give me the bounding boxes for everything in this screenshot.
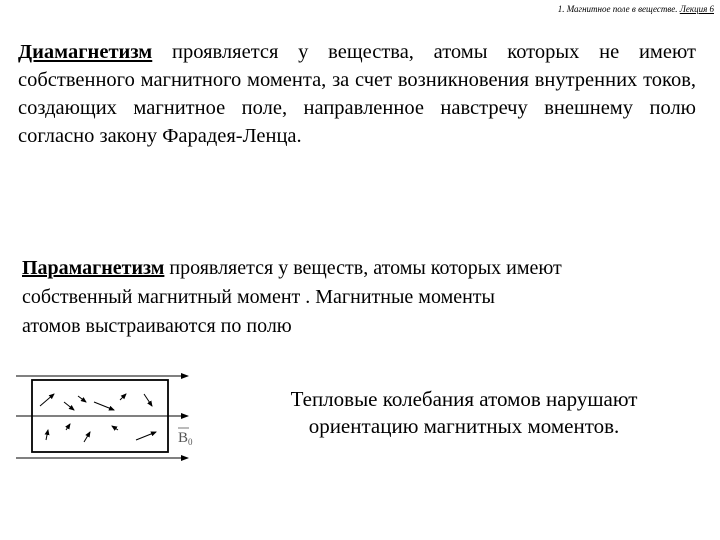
thermal-line-2: ориентацию магнитных моментов.: [308, 414, 620, 438]
field-label-letter: B: [178, 430, 189, 446]
moment-arrow: [78, 396, 86, 402]
paramagnetism-term: Парамагнетизм: [22, 257, 165, 279]
moment-arrow: [40, 394, 54, 406]
thermal-line-1: Тепловые колебания атомов нарушают: [290, 387, 638, 411]
paramagnetism-line-2: собственный магнитный момент . Магнитные моменты: [22, 286, 495, 308]
page-header: [558, 4, 714, 14]
paramagnetism-text-1: проявляется у веществ, атомы которых имеют: [164, 257, 562, 279]
moment-arrow: [112, 426, 118, 430]
paramagnet-diagram: [10, 362, 220, 468]
moment-arrow: [144, 394, 152, 406]
field-label-subscript: 0: [188, 437, 193, 447]
paramagnetism-line-3: атомов выстраиваются по полю: [22, 315, 292, 337]
thermal-note: [248, 386, 680, 440]
field-label: [178, 430, 193, 447]
moment-arrow: [120, 394, 126, 400]
header-topic: 1. Магнитное поле в веществе.: [557, 4, 678, 14]
moment-arrow: [94, 402, 114, 410]
moment-arrow: [64, 402, 74, 410]
diamagnetism-term: Диамагнетизм: [18, 41, 153, 63]
moment-arrow: [136, 432, 156, 440]
moment-arrow: [46, 430, 48, 440]
diamagnetism-text: проявляется у вещества, атомы которых не имеют собственного магнитного момента, за счет возникновения внутренних токов, создающих магнитное поле, направленное навстречу внешнему полю согласно закону Фарадея-Ленца.: [18, 41, 696, 147]
header-lecture: Лекция 6: [679, 4, 714, 14]
paramagnetism-line-1: [22, 254, 698, 283]
moment-arrow: [84, 432, 90, 442]
moment-arrow: [66, 424, 70, 430]
diamagnetism-paragraph: [18, 38, 696, 150]
paramagnetism-paragraph: [22, 254, 698, 341]
